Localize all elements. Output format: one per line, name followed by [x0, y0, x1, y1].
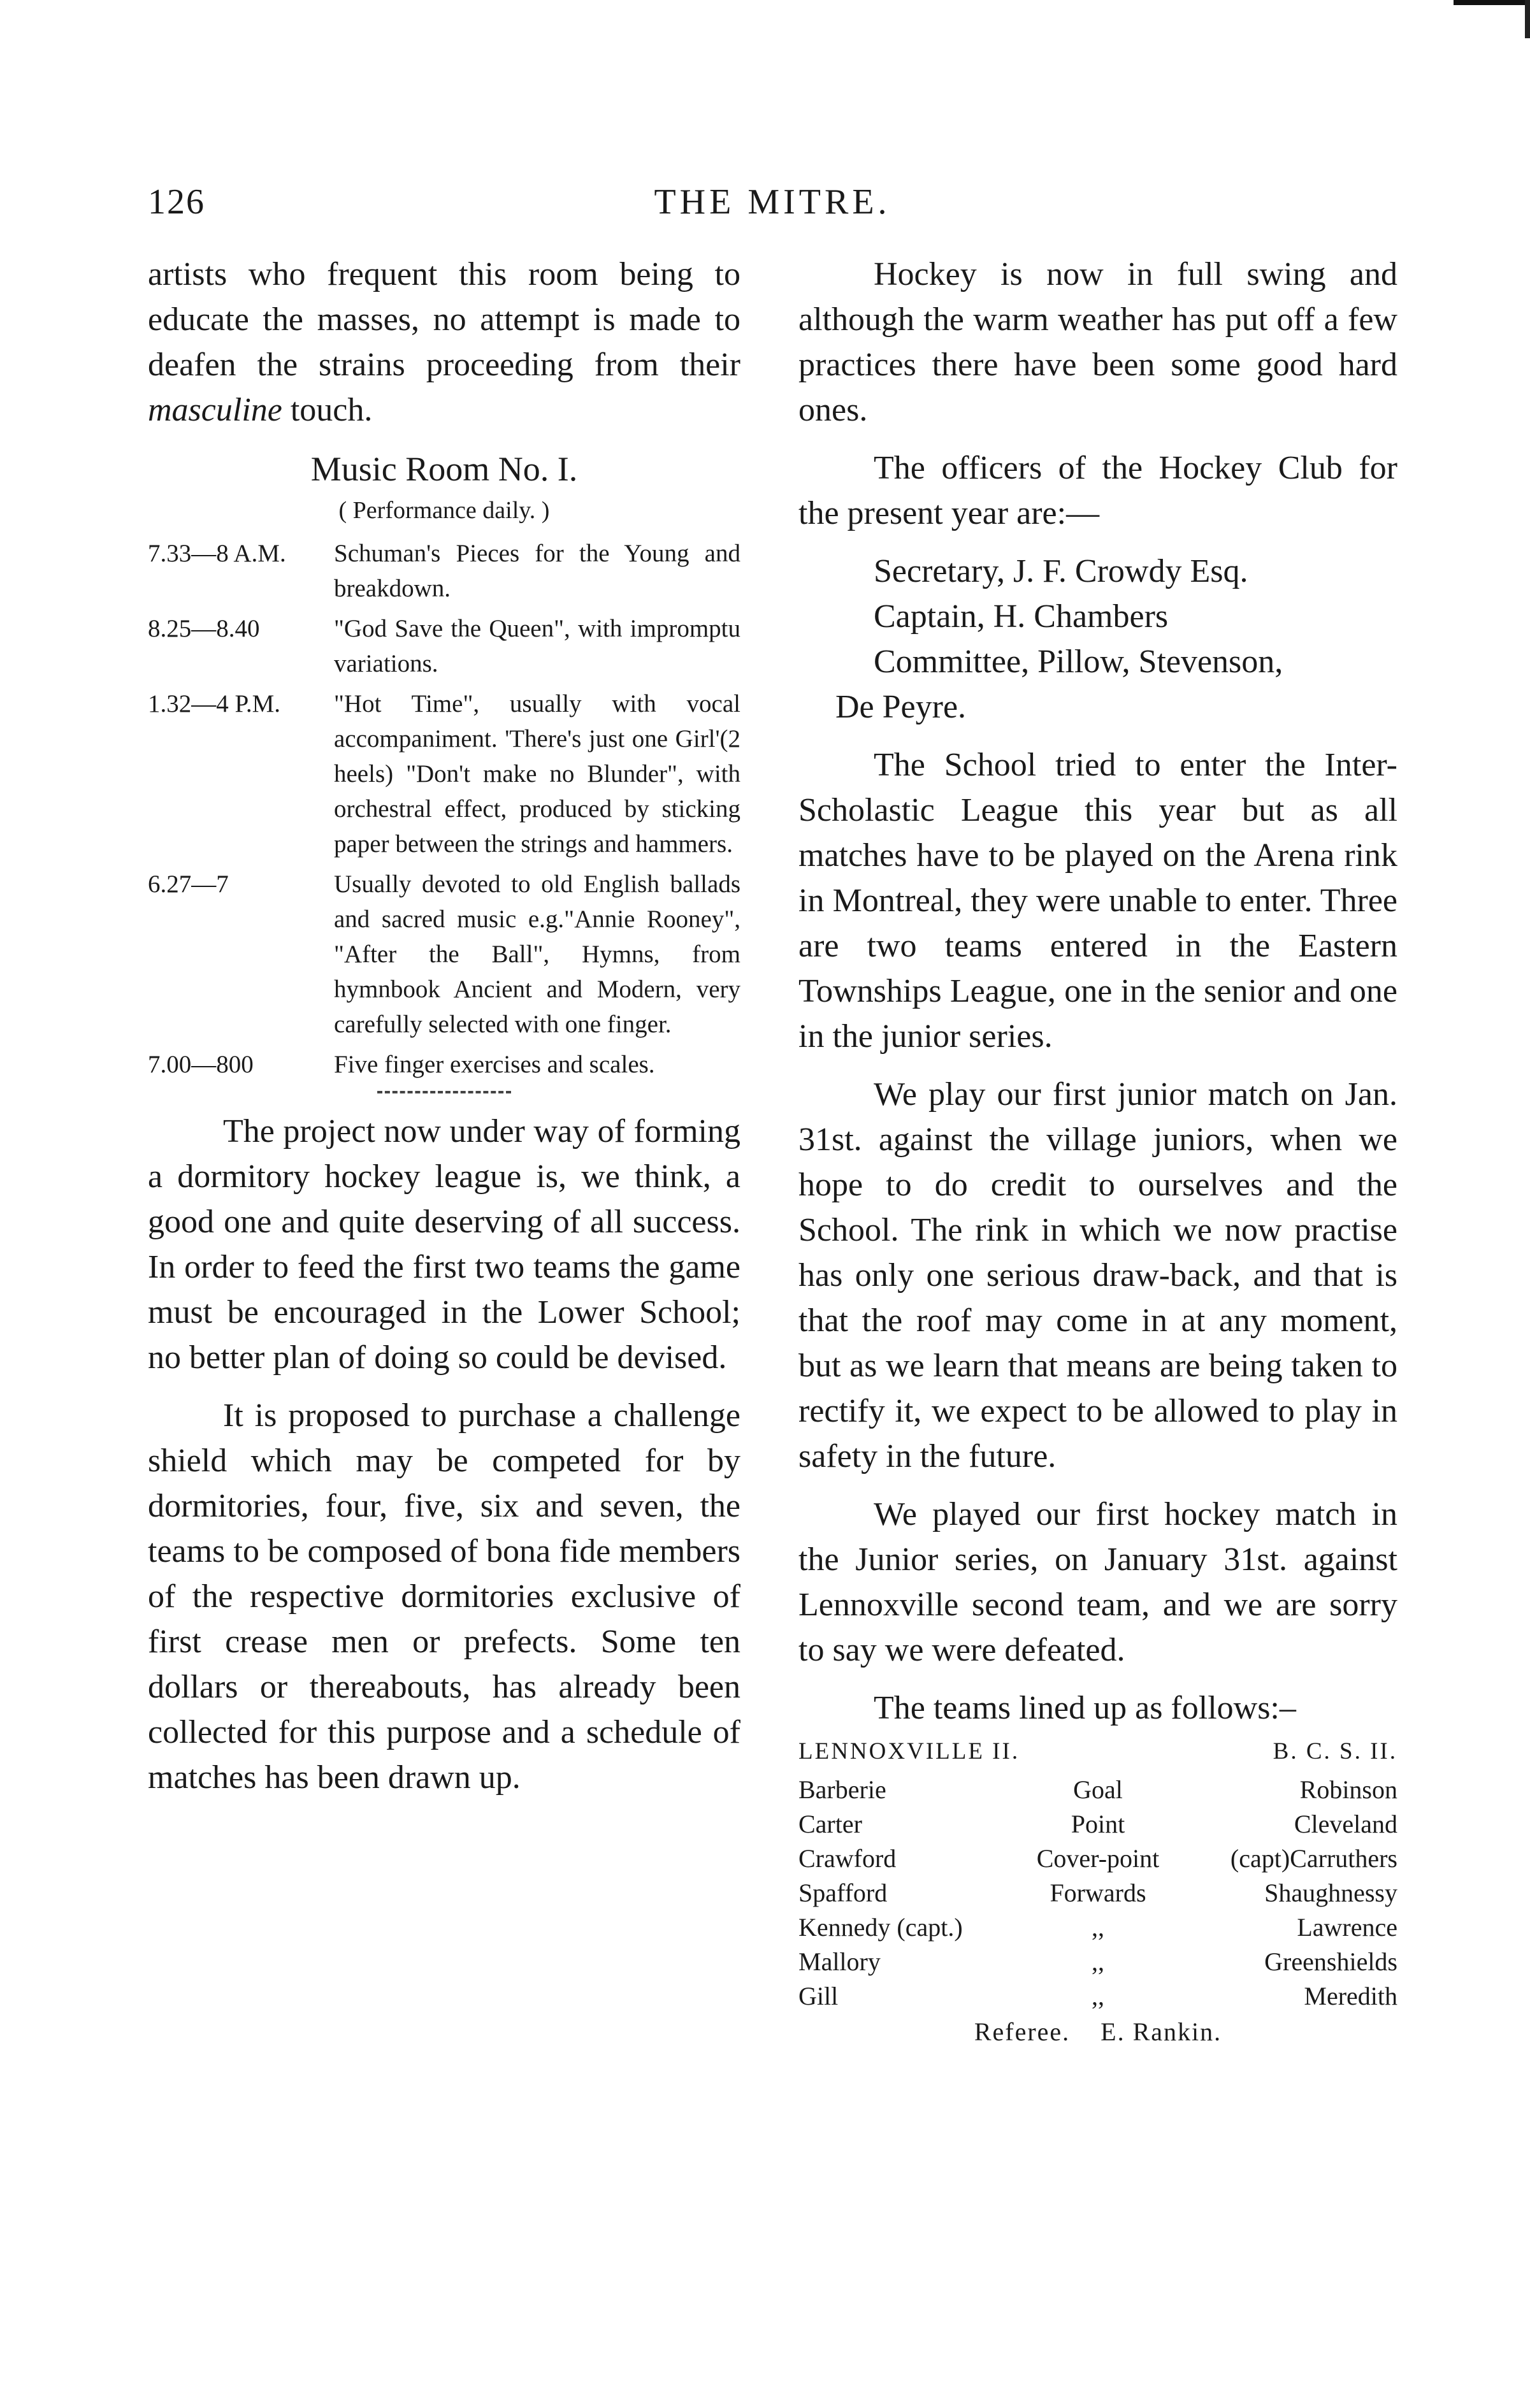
music-room-title: Music Room No. I.: [310, 450, 578, 488]
left-column: [148, 252, 740, 1813]
schedule-desc: "Hot Time", usually with vocal accompaniment. 'There's just one Girl'(2 heels) "Don't make no Blunder", with orchestral effect, produced by sticking paper between the strings and hammers.: [334, 690, 740, 858]
right-paragraph-3: The School tried to enter the Inter-Scholastic League this year but as all matches have to be played on the Arena rink in Montreal, they were unable to enter. Three are two teams entered in the Eastern Townships League, one in the senior and one in the junior series.: [798, 747, 1397, 1055]
right-paragraph-6: The teams lined up as follows:–: [874, 1690, 1296, 1726]
officer-secretary: Secretary, J. F. Crowdy Esq.: [874, 553, 1248, 589]
schedule-time: 8.25—8.40: [148, 615, 260, 642]
lineup-position: Forwards: [1050, 1878, 1146, 1907]
referee-label: Referee.: [974, 2017, 1071, 2046]
left-paragraph-1: [148, 252, 740, 433]
lineup-right-player: Greenshields: [1264, 1947, 1397, 1976]
schedule-time: 6.27—7: [148, 870, 229, 898]
lineup-team-left: LENNOXVILLE II.: [798, 1738, 1020, 1764]
lineup-right-player: Lawrence: [1297, 1913, 1397, 1942]
lineup-header: [798, 1734, 1397, 1769]
schedule-row: [148, 1047, 740, 1082]
lineup-team-right: B. C. S. II.: [1273, 1738, 1397, 1764]
left-para1-text: artists who frequent this room being to educate the masses, no attempt is made to deafen the strains proceeding from their: [148, 256, 740, 383]
officer-captain: Captain, H. Chambers: [874, 598, 1169, 635]
journal-title: THE MITRE.: [654, 182, 891, 222]
lineup-position: Cover-point: [1036, 1844, 1160, 1873]
schedule-row: [148, 611, 740, 681]
lineup-right-player: (capt)Carruthers: [1230, 1844, 1397, 1873]
schedule-row: [148, 686, 740, 862]
team-lineup: [798, 1734, 1397, 2049]
right-paragraph-2: The officers of the Hockey Club for the present year are:—: [798, 450, 1397, 531]
right-paragraph-5: We played our first hockey match in the Junior series, on January 31st. against Lennoxville second team, and we are sorry to say we were defeated.: [798, 1496, 1397, 1668]
left-para1-end: touch.: [282, 392, 373, 428]
schedule-row: [148, 867, 740, 1042]
left-paragraph-2: The project now under way of forming a dormitory hockey league is, we think, a good one and quite deserving of all success. In order to feed the first two teams the game must be encouraged in the Lower School; no better plan of doing so could be devised.: [148, 1113, 740, 1376]
officers-list: [798, 549, 1397, 730]
lineup-row: [798, 1910, 1397, 1945]
lineup-left-player: Carter: [798, 1810, 862, 1838]
lineup-left-player: Spafford: [798, 1878, 888, 1907]
right-column: [798, 252, 1397, 2049]
lineup-right-player: Meredith: [1304, 1982, 1397, 2010]
lineup-row: [798, 1945, 1397, 1979]
lineup-left-player: Gill: [798, 1982, 839, 2010]
lineup-position: Goal: [1073, 1775, 1123, 1804]
left-paragraph-3: It is proposed to purchase a challenge shield which may be competed for by dormitories, four, five, six and seven, the teams to be composed of bona fide members of the respective dormitories exclusive of first crease men or prefects. Some ten dollars or thereabouts, has already been collected for this purpose and a schedule of matches has been drawn up.: [148, 1397, 740, 1796]
lineup-row: [798, 1773, 1397, 1807]
lineup-right-player: Shaughnessy: [1264, 1878, 1397, 1907]
lineup-position: ,,: [1091, 1947, 1104, 1976]
lineup-row: [798, 1842, 1397, 1876]
left-para1-italic: masculine: [148, 392, 282, 428]
lineup-left-player: Barberie: [798, 1775, 886, 1804]
officer-committee: Committee, Pillow, Stevenson,: [874, 644, 1283, 680]
lineup-left-player: Crawford: [798, 1844, 897, 1873]
schedule-desc: "God Save the Queen", with impromptu variations.: [334, 615, 740, 677]
lineup-row: [798, 1876, 1397, 1910]
page-header: [148, 182, 1397, 239]
lineup-position: ,,: [1091, 1982, 1104, 2010]
lineup-left-player: Kennedy (capt.): [798, 1913, 963, 1942]
schedule-time: 1.32—4 P.M.: [148, 690, 281, 717]
music-room-subtitle: ( Performance daily. ): [338, 497, 550, 524]
schedule-desc: Schuman's Pieces for the Young and breakdown.: [334, 540, 740, 602]
section-divider: [377, 1091, 511, 1093]
scan-edge-mark-vertical: [1525, 0, 1530, 38]
lineup-left-player: Mallory: [798, 1947, 881, 1976]
scan-edge-mark: [1454, 0, 1530, 5]
lineup-right-player: Robinson: [1299, 1775, 1397, 1804]
right-paragraph-4: We play our first junior match on Jan. 31st. against the village juniors, when we hope to do credit to ourselves and the School. The rink in which we now practise has only one serious draw-back, and that is that the roof may come in at any moment, but as we learn that means are being taken to rectify it, we expect to be allowed to play in safety in the future.: [798, 1076, 1397, 1474]
lineup-row: [798, 1807, 1397, 1842]
schedule-row: [148, 536, 740, 606]
lineup-position: Point: [1071, 1810, 1125, 1838]
officer-committee-cont: De Peyre.: [835, 689, 967, 725]
schedule-desc: Five finger exercises and scales.: [334, 1051, 655, 1078]
music-schedule: [148, 536, 740, 1082]
referee-name: E. Rankin.: [1101, 2017, 1222, 2046]
schedule-desc: Usually devoted to old English ballads and sacred music e.g."Annie Rooney", "After the Ball", Hymns, from hymnbook Ancient and Modern, very carefully selected with one finger.: [334, 870, 740, 1038]
lineup-right-player: Cleveland: [1294, 1810, 1397, 1838]
page-number: 126: [148, 182, 205, 222]
referee-line: [798, 2015, 1397, 2049]
lineup-row: [798, 1979, 1397, 2014]
schedule-time: 7.00—800: [148, 1051, 254, 1078]
schedule-time: 7.33—8 A.M.: [148, 540, 286, 567]
right-paragraph-1: Hockey is now in full swing and although the warm weather has put off a few practices there have been some good hard ones.: [798, 256, 1397, 428]
lineup-position: ,,: [1091, 1913, 1104, 1942]
